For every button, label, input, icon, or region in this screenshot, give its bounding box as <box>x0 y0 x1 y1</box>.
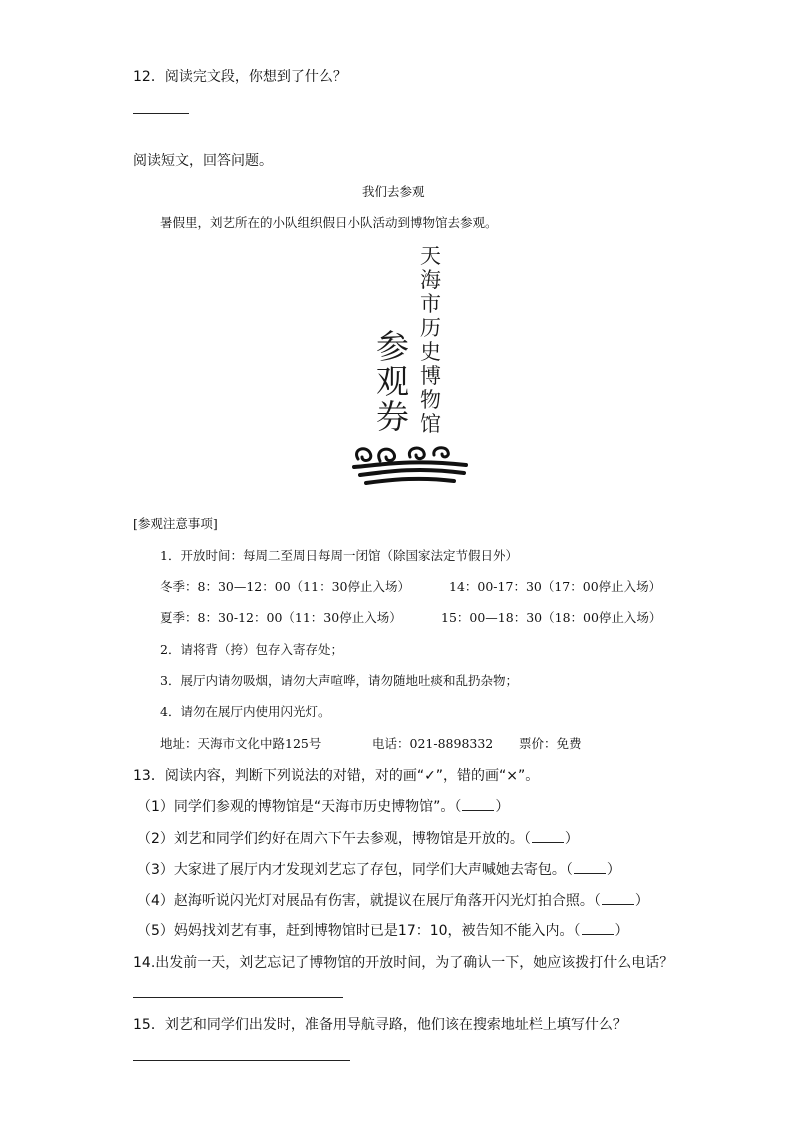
winter-hours-morning: 冬季：8：30—12：00（11：30停止入场） <box>160 579 410 594</box>
answer-blank[interactable] <box>462 796 494 811</box>
bracket-close: ） <box>606 862 621 878</box>
ticket-char: 券 <box>376 397 409 436</box>
question-15: 15．刘艺和同学们出发时，准备用导航寻路，他们该在搜索地址栏上填写什么？ <box>133 1017 627 1033</box>
ticket-image <box>340 240 470 490</box>
article-lead: 暑假里，刘艺所在的小队组织假日小队活动到博物馆去参观。 <box>160 215 498 230</box>
ticket-char: 市 <box>420 292 441 316</box>
ticket-char: 物 <box>420 388 441 412</box>
ticket-museum-name <box>420 246 441 435</box>
ticket-char: 史 <box>420 340 441 364</box>
question-14: 14.出发前一天，刘艺忘记了博物馆的开放时间，为了确认一下，她应该拨打什么电话？ <box>133 955 674 971</box>
question-13-item-3 <box>137 859 621 879</box>
bracket-close: ） <box>564 831 579 847</box>
summer-hours-morning: 夏季：8：30-12：00（11：30停止入场） <box>160 610 402 625</box>
ticket-char: 博 <box>420 364 441 388</box>
wave-icon <box>350 445 470 487</box>
summer-hours-afternoon: 15：00—18：30（18：00停止入场） <box>441 610 662 625</box>
question-12: 12．阅读完文段，你想到了什么？ <box>133 69 347 85</box>
ticket-char: 参 <box>376 327 409 366</box>
statement-text: （4）赵海听说闪光灯对展品有伤害，就提议在展厅角落开闪光灯拍合照。（ <box>137 893 601 909</box>
notice-item-2: 2．请将背（挎）包存入寄存处； <box>160 642 343 657</box>
ticket-label <box>376 327 409 436</box>
notice-item-3: 3．展厅内请勿吸烟，请勿大声喧哗，请勿随地吐痰和乱扔杂物； <box>160 673 518 688</box>
ticket-char: 观 <box>376 362 409 401</box>
bracket-close: ） <box>634 893 649 909</box>
ticket-char: 历 <box>420 316 441 340</box>
question-13: 13．阅读内容，判断下列说法的对错，对的画“✓”，错的画“×”。 <box>133 768 540 784</box>
statement-text: （3）大家进了展厅内才发现刘艺忘了存包，同学们大声喊她去寄包。（ <box>137 862 573 878</box>
reading-instruction: 阅读短文，回答问题。 <box>133 153 273 169</box>
bracket-close: ） <box>495 799 510 815</box>
ticket-char: 馆 <box>420 412 441 436</box>
answer-line-14[interactable] <box>133 997 343 998</box>
ticket-char: 海 <box>420 268 441 292</box>
question-13-item-2 <box>137 828 579 848</box>
statement-text: （2）刘艺和同学们约好在周六下午去参观，博物馆是开放的。（ <box>137 831 531 847</box>
article-title: 我们去参观 <box>362 184 425 199</box>
question-13-item-4 <box>137 890 649 910</box>
notice-header: [参观注意事项] <box>133 516 218 531</box>
answer-blank[interactable] <box>602 890 634 905</box>
answer-blank[interactable] <box>532 828 564 843</box>
question-13-item-1 <box>137 796 509 816</box>
answer-line-15[interactable] <box>133 1060 350 1061</box>
bracket-close: ） <box>614 923 629 939</box>
answer-blank[interactable] <box>582 920 614 935</box>
question-13-item-5 <box>137 920 629 940</box>
statement-text: （1）同学们参观的博物馆是“天海市历史博物馆”。（ <box>137 799 462 815</box>
winter-hours-afternoon: 14：00-17：30（17：00停止入场） <box>449 579 662 594</box>
ticket-char: 天 <box>420 244 441 268</box>
answer-blank[interactable] <box>574 859 606 874</box>
notice-item-4: 4．请勿在展厅内使用闪光灯。 <box>160 704 331 719</box>
statement-text: （5）妈妈找刘艺有事，赶到博物馆时已是17：10，被告知不能入内。（ <box>137 923 581 939</box>
ticket-price: 票价：免费 <box>519 736 582 751</box>
answer-line-12[interactable] <box>133 113 189 114</box>
museum-address: 地址：天海市文化中路125号 <box>160 736 322 751</box>
museum-phone: 电话：021-8898332 <box>372 736 494 751</box>
notice-item-1: 1．开放时间：每周二至周日每周一闭馆（除国家法定节假日外） <box>160 548 518 563</box>
